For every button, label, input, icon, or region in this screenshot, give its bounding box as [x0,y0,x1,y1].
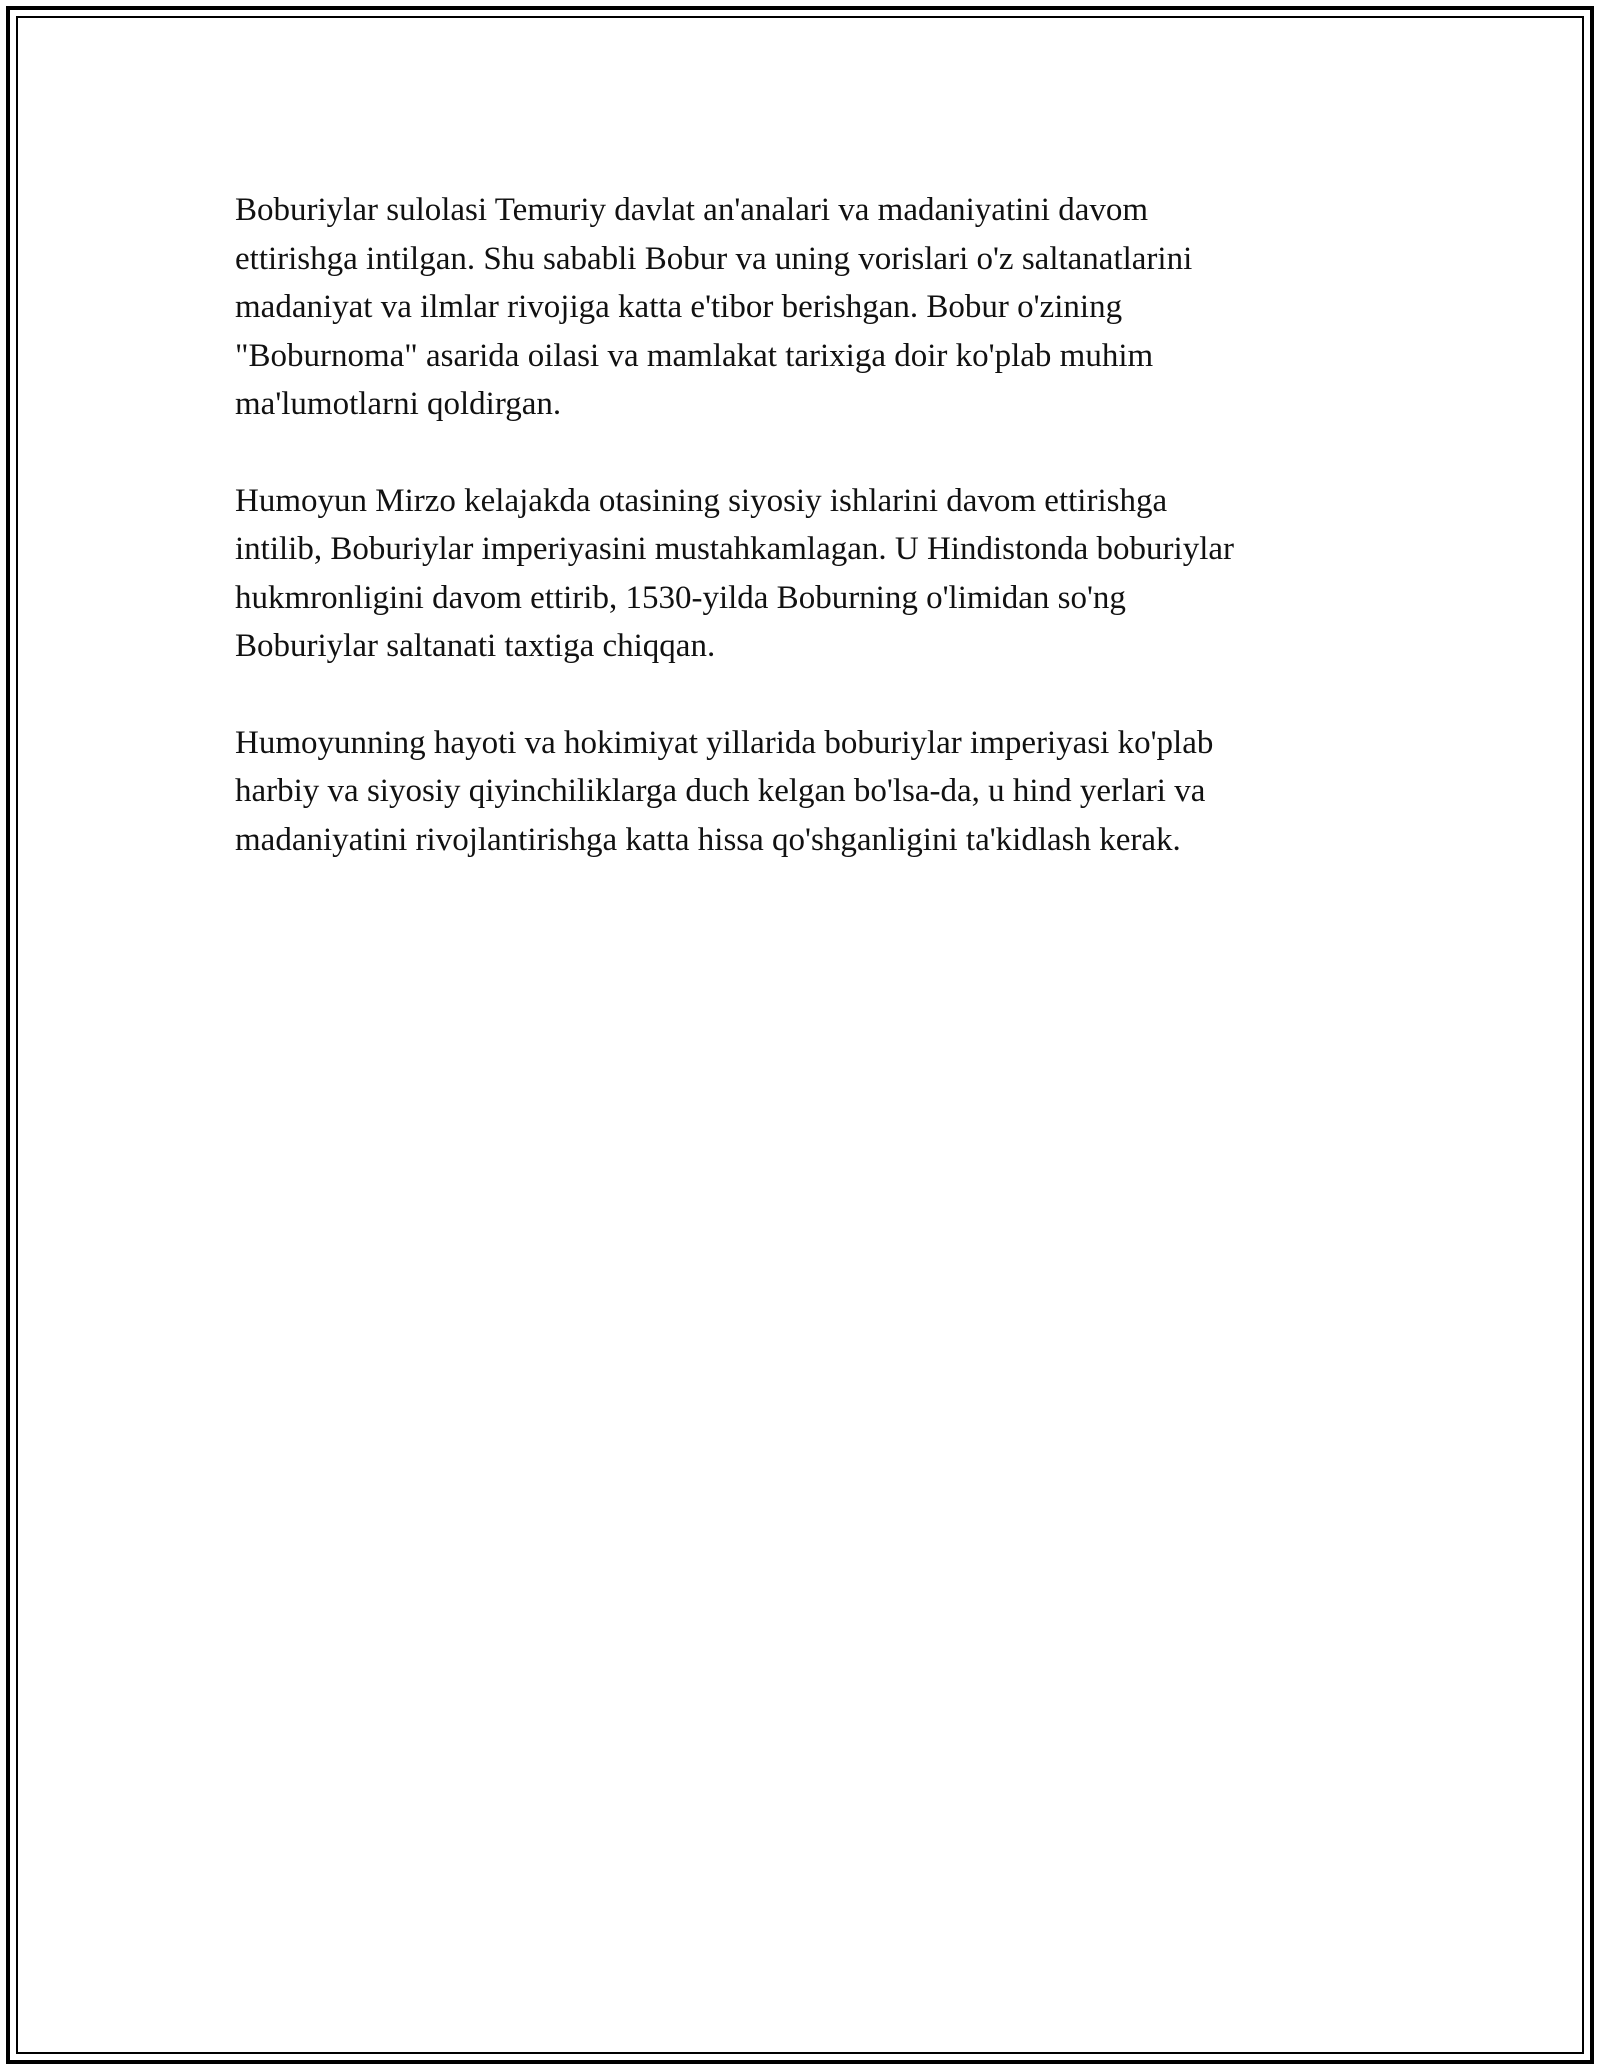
paragraph-humoyun-hayoti: Humoyunning hayoti va hokimiyat yillarida boburiylar imperiyasi ko'plab harbiy va siyosiy qiyinchiliklarga duch kelgan bo'lsa-da, u hind yerlari va madaniyatini rivojlantirishga katta hissa qo'shganligini ta'kidlash kerak. [235,724,1214,858]
paragraph-boburiylar-sulolasi: Boburiylar sulolasi Temuriy davlat an'analari va madaniyatini davom ettirishga intilgan. Shu sababli Bobur va uning vorislari o'z saltanatlarini madaniyat va ilmlar rivojiga katta e'tibor berishgan. Bobur o'zining "Boburnoma" asarida oilasi va mamlakat tarixiga doir ko'plab muhim ma'lumotlarni qoldirgan. [235,192,1193,422]
paragraph-humoyun-mirzo: Humoyun Mirzo kelajakda otasining siyosiy ishlarini davom ettirishga intilib, Boburiylar imperiyasini mustahkamlagan. U Hindistonda boburiylar hukmronligini davom ettirib, 1530-yilda Boburning o'limidan so'ng Boburiylar saltanati taxtiga chiqqan. [235,482,1235,664]
document-body [235,186,1385,912]
